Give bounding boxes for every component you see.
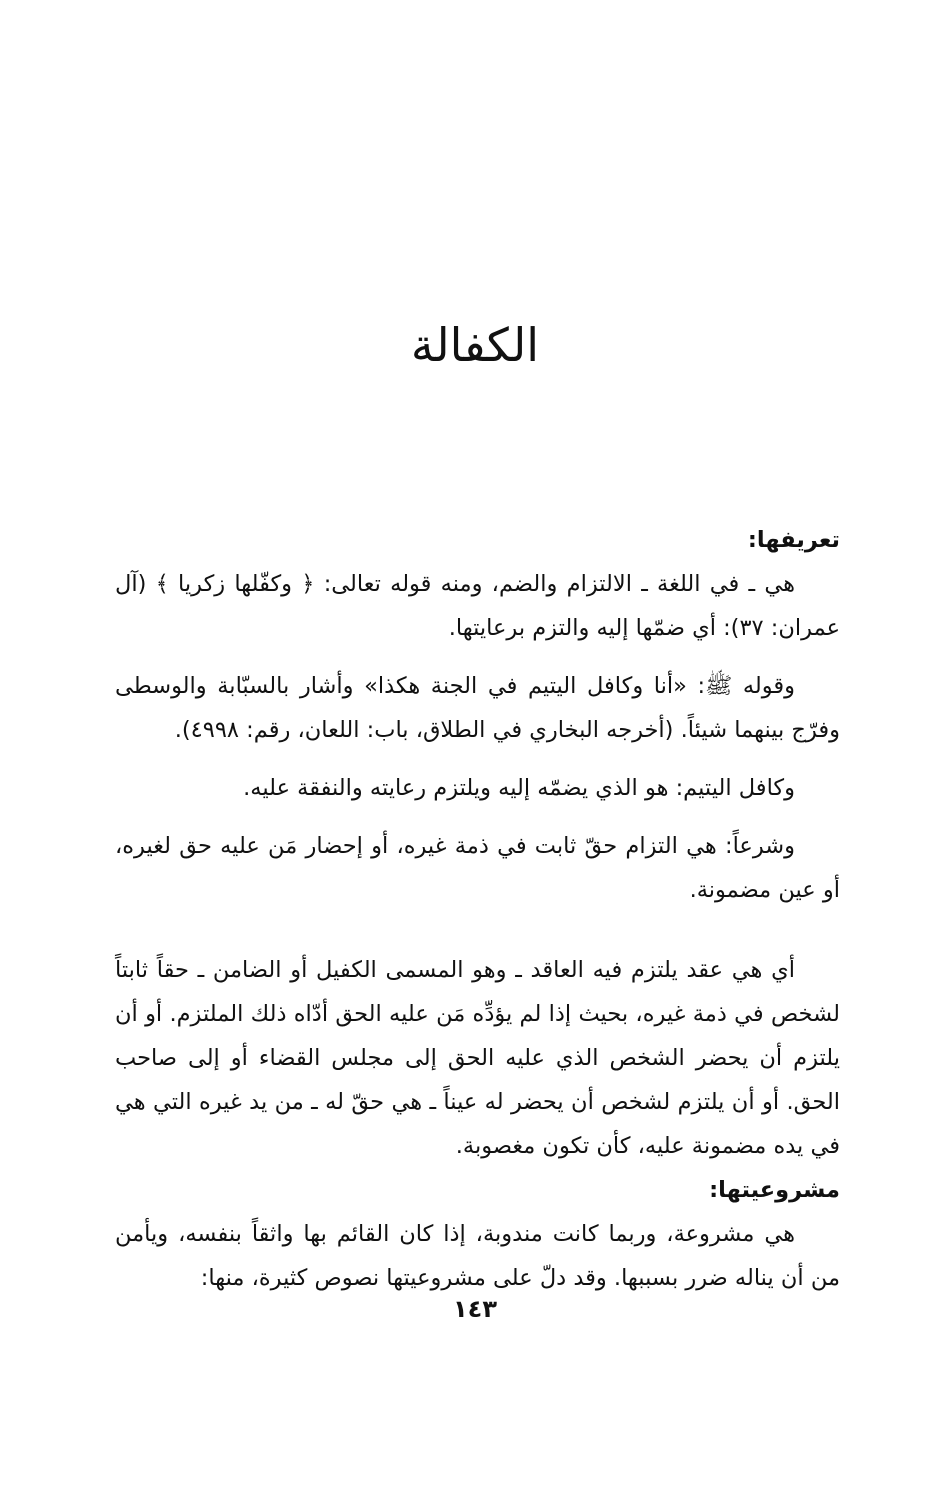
legitimacy-paragraph: هي مشروعة، وربما كانت مندوبة، إذا كان القائم بها واثقاً بنفسه، ويأمن من أن يناله ضرر بسببها. وقد دلّ على مشروعيتها نصوص كثيرة، منها: xyxy=(115,1221,840,1291)
definition-paragraph-hadith: وقوله ﷺ: «أنا وكافل اليتيم في الجنة هكذا» وأشار بالسبّابة والوسطى وفرّج بينهما شيئاً. (أخرجه البخاري في الطلاق، باب: اللعان، رقم: ٤٩٩٨). xyxy=(115,673,840,743)
definition-paragraph-sharia: وشرعاً: هي التزام حقّ ثابت في ذمة غيره، أو إحضار مَن عليه حق لغيره، أو عين مضمونة. xyxy=(115,833,840,903)
page-body xyxy=(115,518,840,1300)
definition-paragraph-explanation: أي هي عقد يلتزم فيه العاقد ـ وهو المسمى الكفيل أو الضامن ـ حقاً ثابتاً لشخص في ذمة غيره، بحيث إذا لم يؤدِّه مَن عليه الحق أدّاه ذلك الملتزم. أو أن يلتزم أن يحضر الشخص الذي عليه الحق إلى مجلس القضاء أو إلى صاحب الحق. أو أن يلتزم لشخص أن يحضر له عيناً ـ هي حقّ له ـ من يد غيره التي هي في يده مضمونة عليه، كأن تكون مغصوبة. xyxy=(115,957,840,1159)
section-gap xyxy=(115,926,840,948)
legitimacy-heading: مشروعيتها: xyxy=(709,1177,840,1203)
definition-paragraph-orphan: وكافل اليتيم: هو الذي يضمّه إليه ويلتزم رعايته والنفقة عليه. xyxy=(243,775,795,801)
definition-paragraph-language: هي ـ في اللغة ـ الالتزام والضم، ومنه قوله تعالى: ﴿ وكفّلها زكريا ﴾ (آل عمران: ٣٧): أي ضمّها إليه والتزم برعايتها. xyxy=(115,571,840,641)
chapter-title: الكفالة xyxy=(410,318,540,372)
definition-heading: تعريفها: xyxy=(747,527,840,553)
page-number: ١٤٣ xyxy=(453,1295,497,1323)
